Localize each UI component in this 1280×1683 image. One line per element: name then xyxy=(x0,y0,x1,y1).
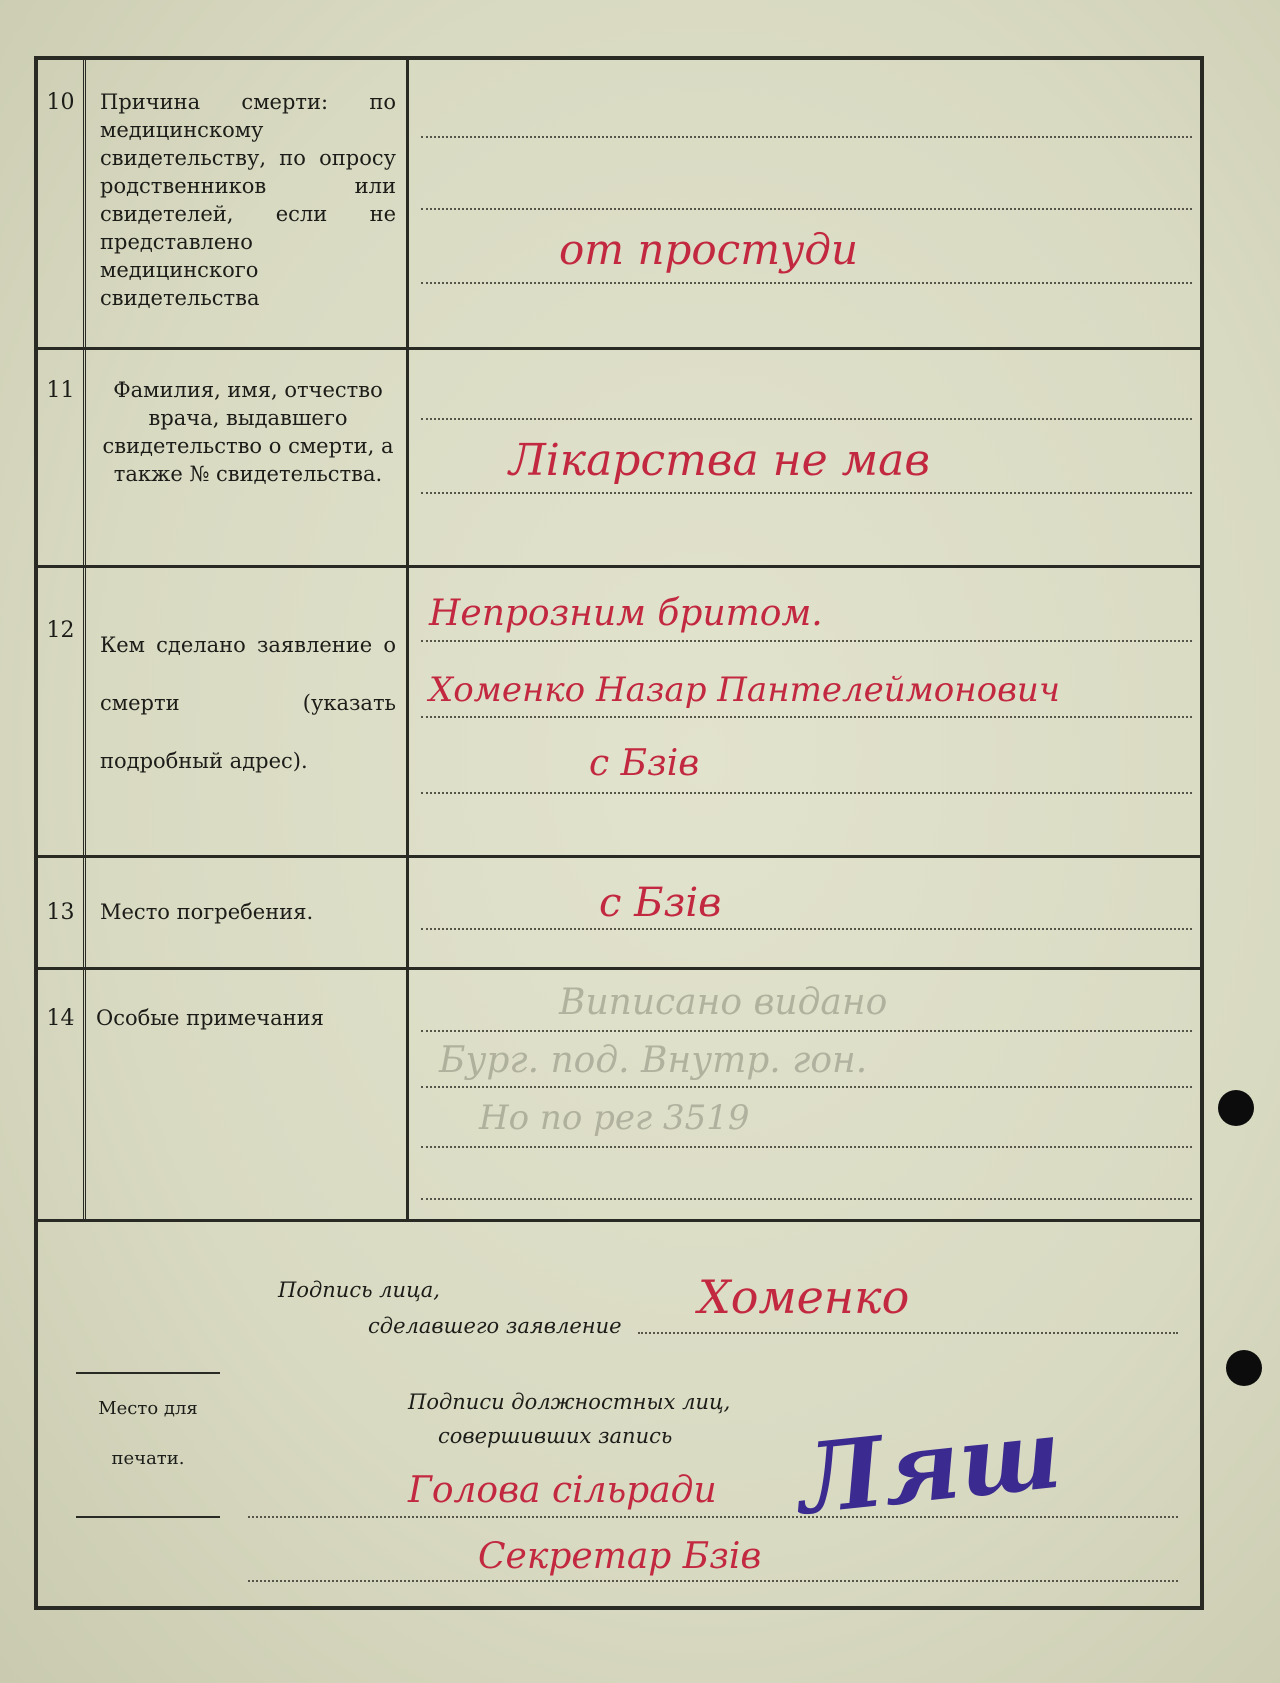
signature-line xyxy=(638,1332,1178,1334)
stamp-place xyxy=(76,1372,220,1518)
binder-hole xyxy=(1226,1350,1262,1386)
row-label: Место погребения. xyxy=(86,858,409,967)
binder-hole xyxy=(1218,1090,1254,1126)
death-record-form xyxy=(34,56,1204,1610)
row-value-area xyxy=(409,970,1200,1219)
official-signature: Секретар Бзiв xyxy=(478,1536,762,1577)
handwritten-value: с Бзiв xyxy=(589,743,700,784)
row-number: 10 xyxy=(38,60,86,347)
signature-line xyxy=(248,1580,1178,1582)
row-label: Особые примечания xyxy=(86,970,409,1219)
handwritten-value: Виписано видано xyxy=(559,982,888,1023)
applicant-signature: Хоменко xyxy=(698,1270,910,1324)
row-number: 13 xyxy=(38,858,86,967)
handwritten-value: с Бзiв xyxy=(599,880,722,926)
applicant-signature-label: сделавшего заявление xyxy=(368,1314,622,1338)
row-label: Причина смерти: по медицинскому свидетельству, по опросу родственников или свидетелей, если не представлено медицинского свидетельства xyxy=(86,60,409,347)
handwritten-value: Бург. под. Внутр. гон. xyxy=(439,1040,868,1081)
row-value-area xyxy=(409,858,1200,967)
handwritten-value: Непрозним бритом. xyxy=(429,593,823,634)
official-scrawl-signature: Ляш xyxy=(792,1396,1067,1537)
row-value-area xyxy=(409,60,1200,347)
row-value-area xyxy=(409,568,1200,855)
official-signature: Голова сiльради xyxy=(408,1470,717,1511)
row-applicant xyxy=(38,568,1200,858)
row-label: Фамилия, имя, отчество врача, выдавшего свидетельство о смерти, а также № свидетельства. xyxy=(86,350,409,565)
row-number: 12 xyxy=(38,568,86,855)
row-notes xyxy=(38,970,1200,1222)
stamp-label: Место для xyxy=(98,1398,198,1419)
handwritten-value: от простуди xyxy=(559,225,859,274)
handwritten-value: Хоменко Назар Пантелеймонович xyxy=(429,670,1060,710)
row-label: Кем сделано заявление о смерти (указать подробный адрес). xyxy=(86,568,409,855)
applicant-signature-label: Подпись лица, xyxy=(278,1278,440,1302)
row-value-area xyxy=(409,350,1200,565)
row-cause-of-death xyxy=(38,60,1200,350)
handwritten-value: Лiкарства не мав xyxy=(509,435,930,486)
row-number: 11 xyxy=(38,350,86,565)
officials-signature-label: Подписи должностных лиц, xyxy=(408,1390,731,1414)
row-number: 14 xyxy=(38,970,86,1219)
signature-line xyxy=(248,1516,1178,1518)
handwritten-value: Но по рег 3519 xyxy=(479,1098,750,1138)
officials-signature-label: совершивших запись xyxy=(438,1424,673,1448)
row-doctor xyxy=(38,350,1200,568)
row-burial-place xyxy=(38,858,1200,970)
stamp-label: печати. xyxy=(111,1448,185,1469)
